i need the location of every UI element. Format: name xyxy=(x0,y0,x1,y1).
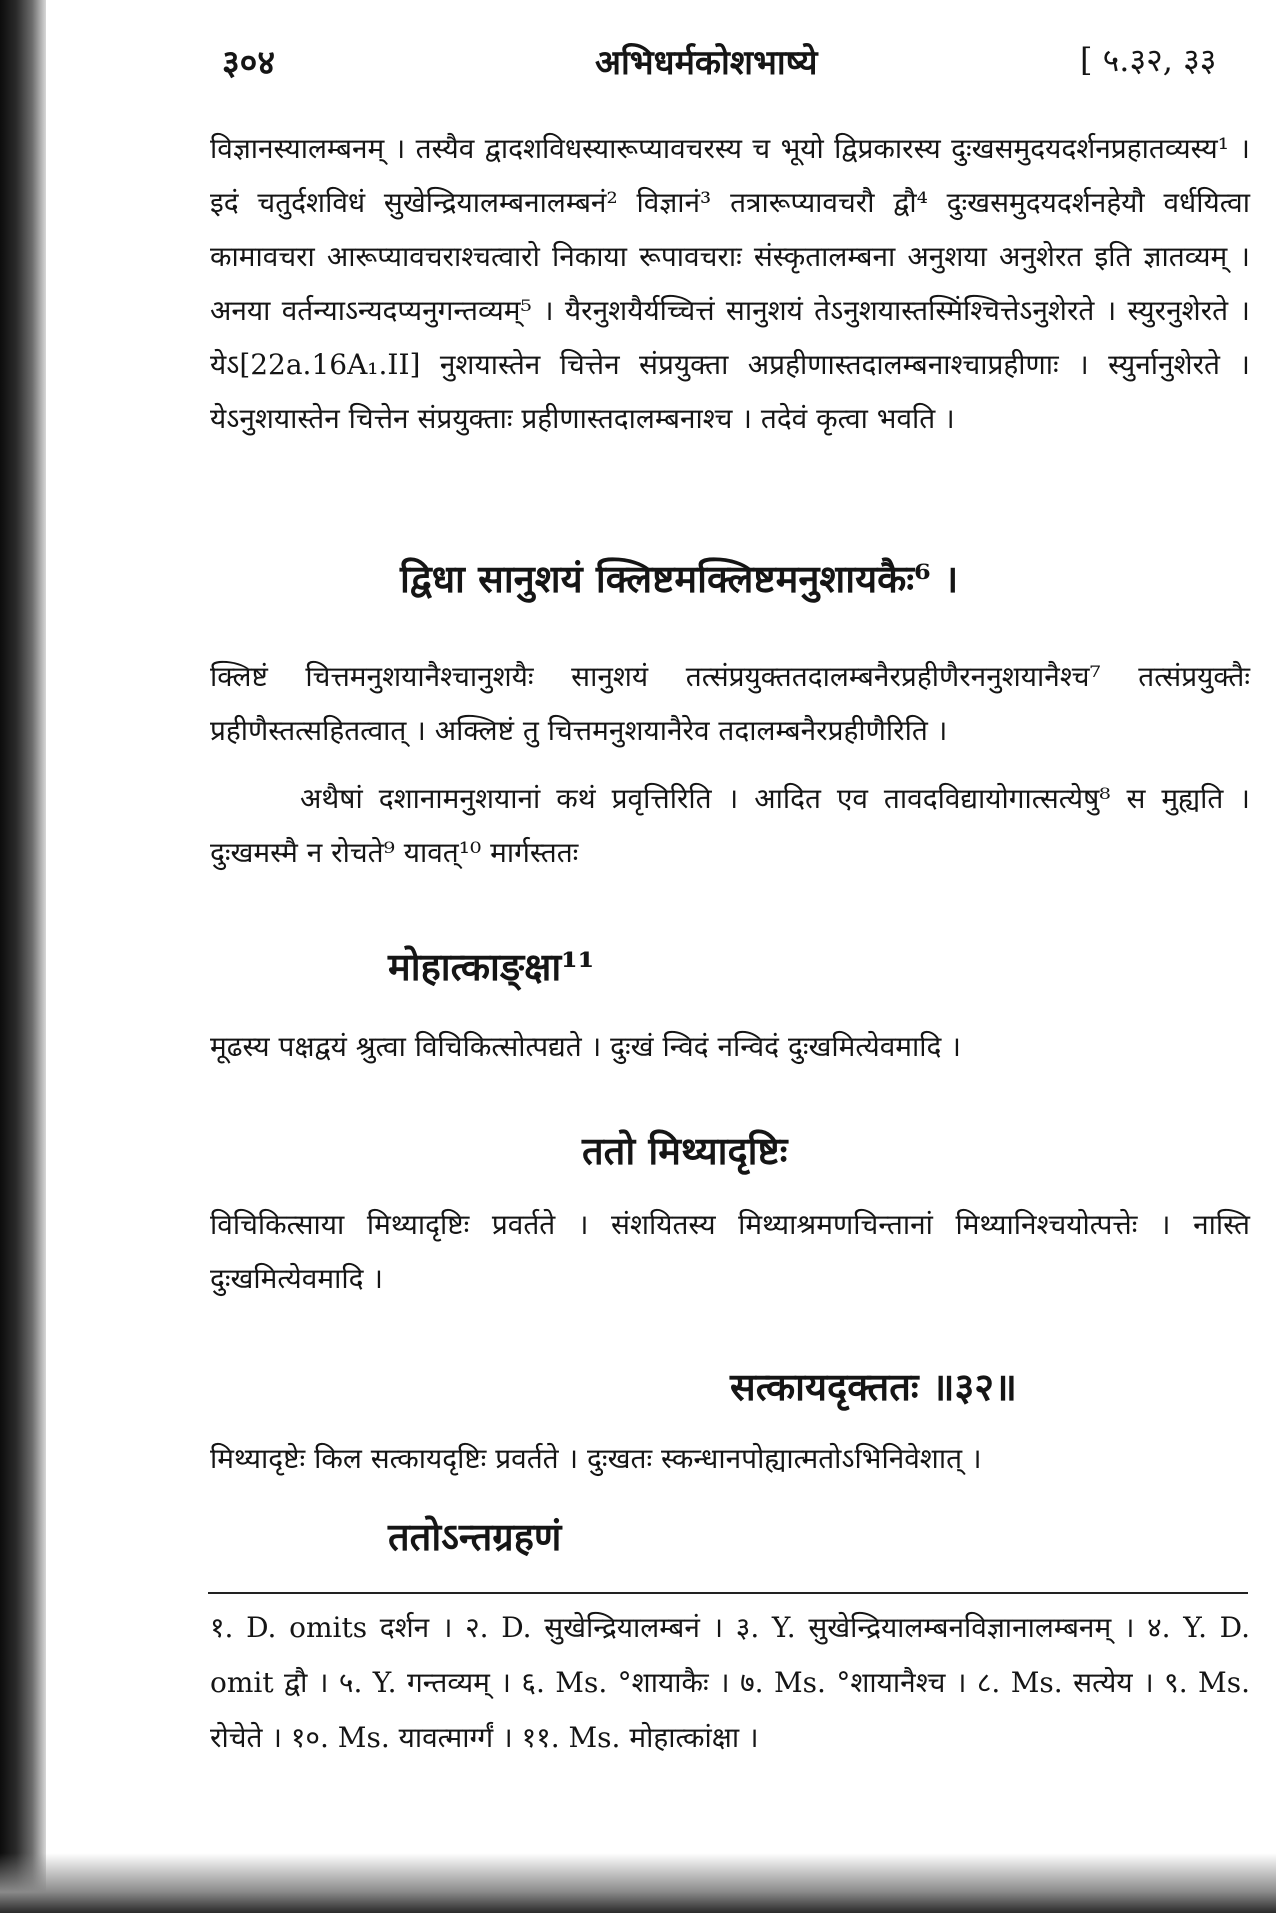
paragraph-6: मिथ्यादृष्टेः किल सत्कायदृष्टिः प्रवर्तते । दुःखतः स्कन्धानपोह्यात्मतोऽभिनिवेशात् । xyxy=(210,1442,982,1475)
running-title: अभिधर्मकोशभाष्ये xyxy=(595,43,818,83)
page-number: ३०४ xyxy=(222,43,276,83)
verse-heading-1: द्विधा सानुशयं क्लिष्टमक्लिष्टमनुशायकैः⁶ । xyxy=(400,556,959,601)
verse-heading-3: ततो मिथ्यादृष्टिः xyxy=(582,1128,788,1173)
book-binding-shadow xyxy=(0,0,46,1913)
paragraph-2: क्लिष्टं चित्तमनुशयानैश्चानुशयैः सानुशयं तत्संप्रयुक्ततदालम्बनैरप्रहीणैरननुशयानैश्च⁷ तत्संप्रयुक्तैः प्रहीणैस्तत्सहितत्वात् । अक्लिष्टं तु चित्तमनुशयानैरेव तदालम्बनैरप्रहीणैरिति । xyxy=(210,660,1250,747)
verse-reference: [ ५.३२, ३३ xyxy=(1080,41,1217,79)
footnote-rule xyxy=(208,1592,1248,1594)
verse-heading-4: सत्कायदृक्ततः ॥३२॥ xyxy=(730,1364,1017,1409)
verse-heading-5: ततोऽन्तग्रहणं xyxy=(388,1514,562,1559)
footnotes: १. D. omits दर्शन । २. D. सुखेन्द्रियालम्बनं । ३. Y. सुखेन्द्रियालम्बनविज्ञानालम्बनम् । ४. Y. D. omit द्वौ । ५. Y. गन्तव्यम् । ६. Ms. °शायाकैः । ७. Ms. °शायानैश्च । ८. Ms. सत्येय । ९. Ms. रोचेते । १०. Ms. यावत्मार्ग्गं । ११. Ms. मोहात्कांक्षा । xyxy=(210,1611,1250,1754)
paragraph-5: विचिकित्साया मिथ्यादृष्टिः प्रवर्तते । संशयितस्य मिथ्याश्रमणचिन्तानां मिथ्यानिश्चयोत्पत्तेः । नास्ति दुःखमित्येवमादि । xyxy=(210,1208,1250,1295)
verse-heading-2: मोहात्काङ्क्षा¹¹ xyxy=(388,944,595,989)
page-bottom-shadow xyxy=(0,1853,1276,1913)
paragraph-4: मूढस्य पक्षद्वयं श्रुत्वा विचिकित्सोत्पद्यते । दुःखं न्विदं नन्विदं दुःखमित्येवमादि । xyxy=(210,1030,961,1063)
paragraph-1: विज्ञानस्यालम्बनम् । तस्यैव द्वादशविधस्यारूप्यावचरस्य च भूयो द्विप्रकारस्य दुःखसमुदयदर्शनप्रहातव्यस्य¹ । इदं चतुर्दशविधं सुखेन्द्रियालम्बनालम्बनं² विज्ञानं³ तत्रारूप्यावचरौ द्वौ⁴ दुःखसमुदयदर्शनहेयौ वर्धयित्वा कामावचरा आरूप्यावचराश्चत्वारो निकाया रूपावचराः संस्कृतालम्बना अनुशया अनुशेरत इति ज्ञातव्यम् । अनया वर्तन्याऽन्यदप्यनुगन्तव्यम्⁵ । यैरनुशयैर्यच्चित्तं सानुशयं तेऽनुशयास्तस्मिंश्चित्तेऽनुशेरते । स्युरनुशेरते । येऽ[22a.16A₁.II] नुशयास्तेन चित्तेन संप्रयुक्ता अप्रहीणास्तदालम्बनाश्चाप्रहीणाः । स्युर्नानुशेरते । येऽनुशयास्तेन चित्तेन संप्रयुक्ताः प्रहीणास्तदालम्बनाश्च । तदेवं कृत्वा भवति । xyxy=(210,132,1250,435)
paragraph-3: अथैषां दशानामनुशयानां कथं प्रवृत्तिरिति । आदित एव तावदविद्यायोगात्सत्येषु⁸ स मुह्यति । दुःखमस्मै न रोचते⁹ यावत्¹⁰ मार्गस्ततः xyxy=(210,782,1250,869)
